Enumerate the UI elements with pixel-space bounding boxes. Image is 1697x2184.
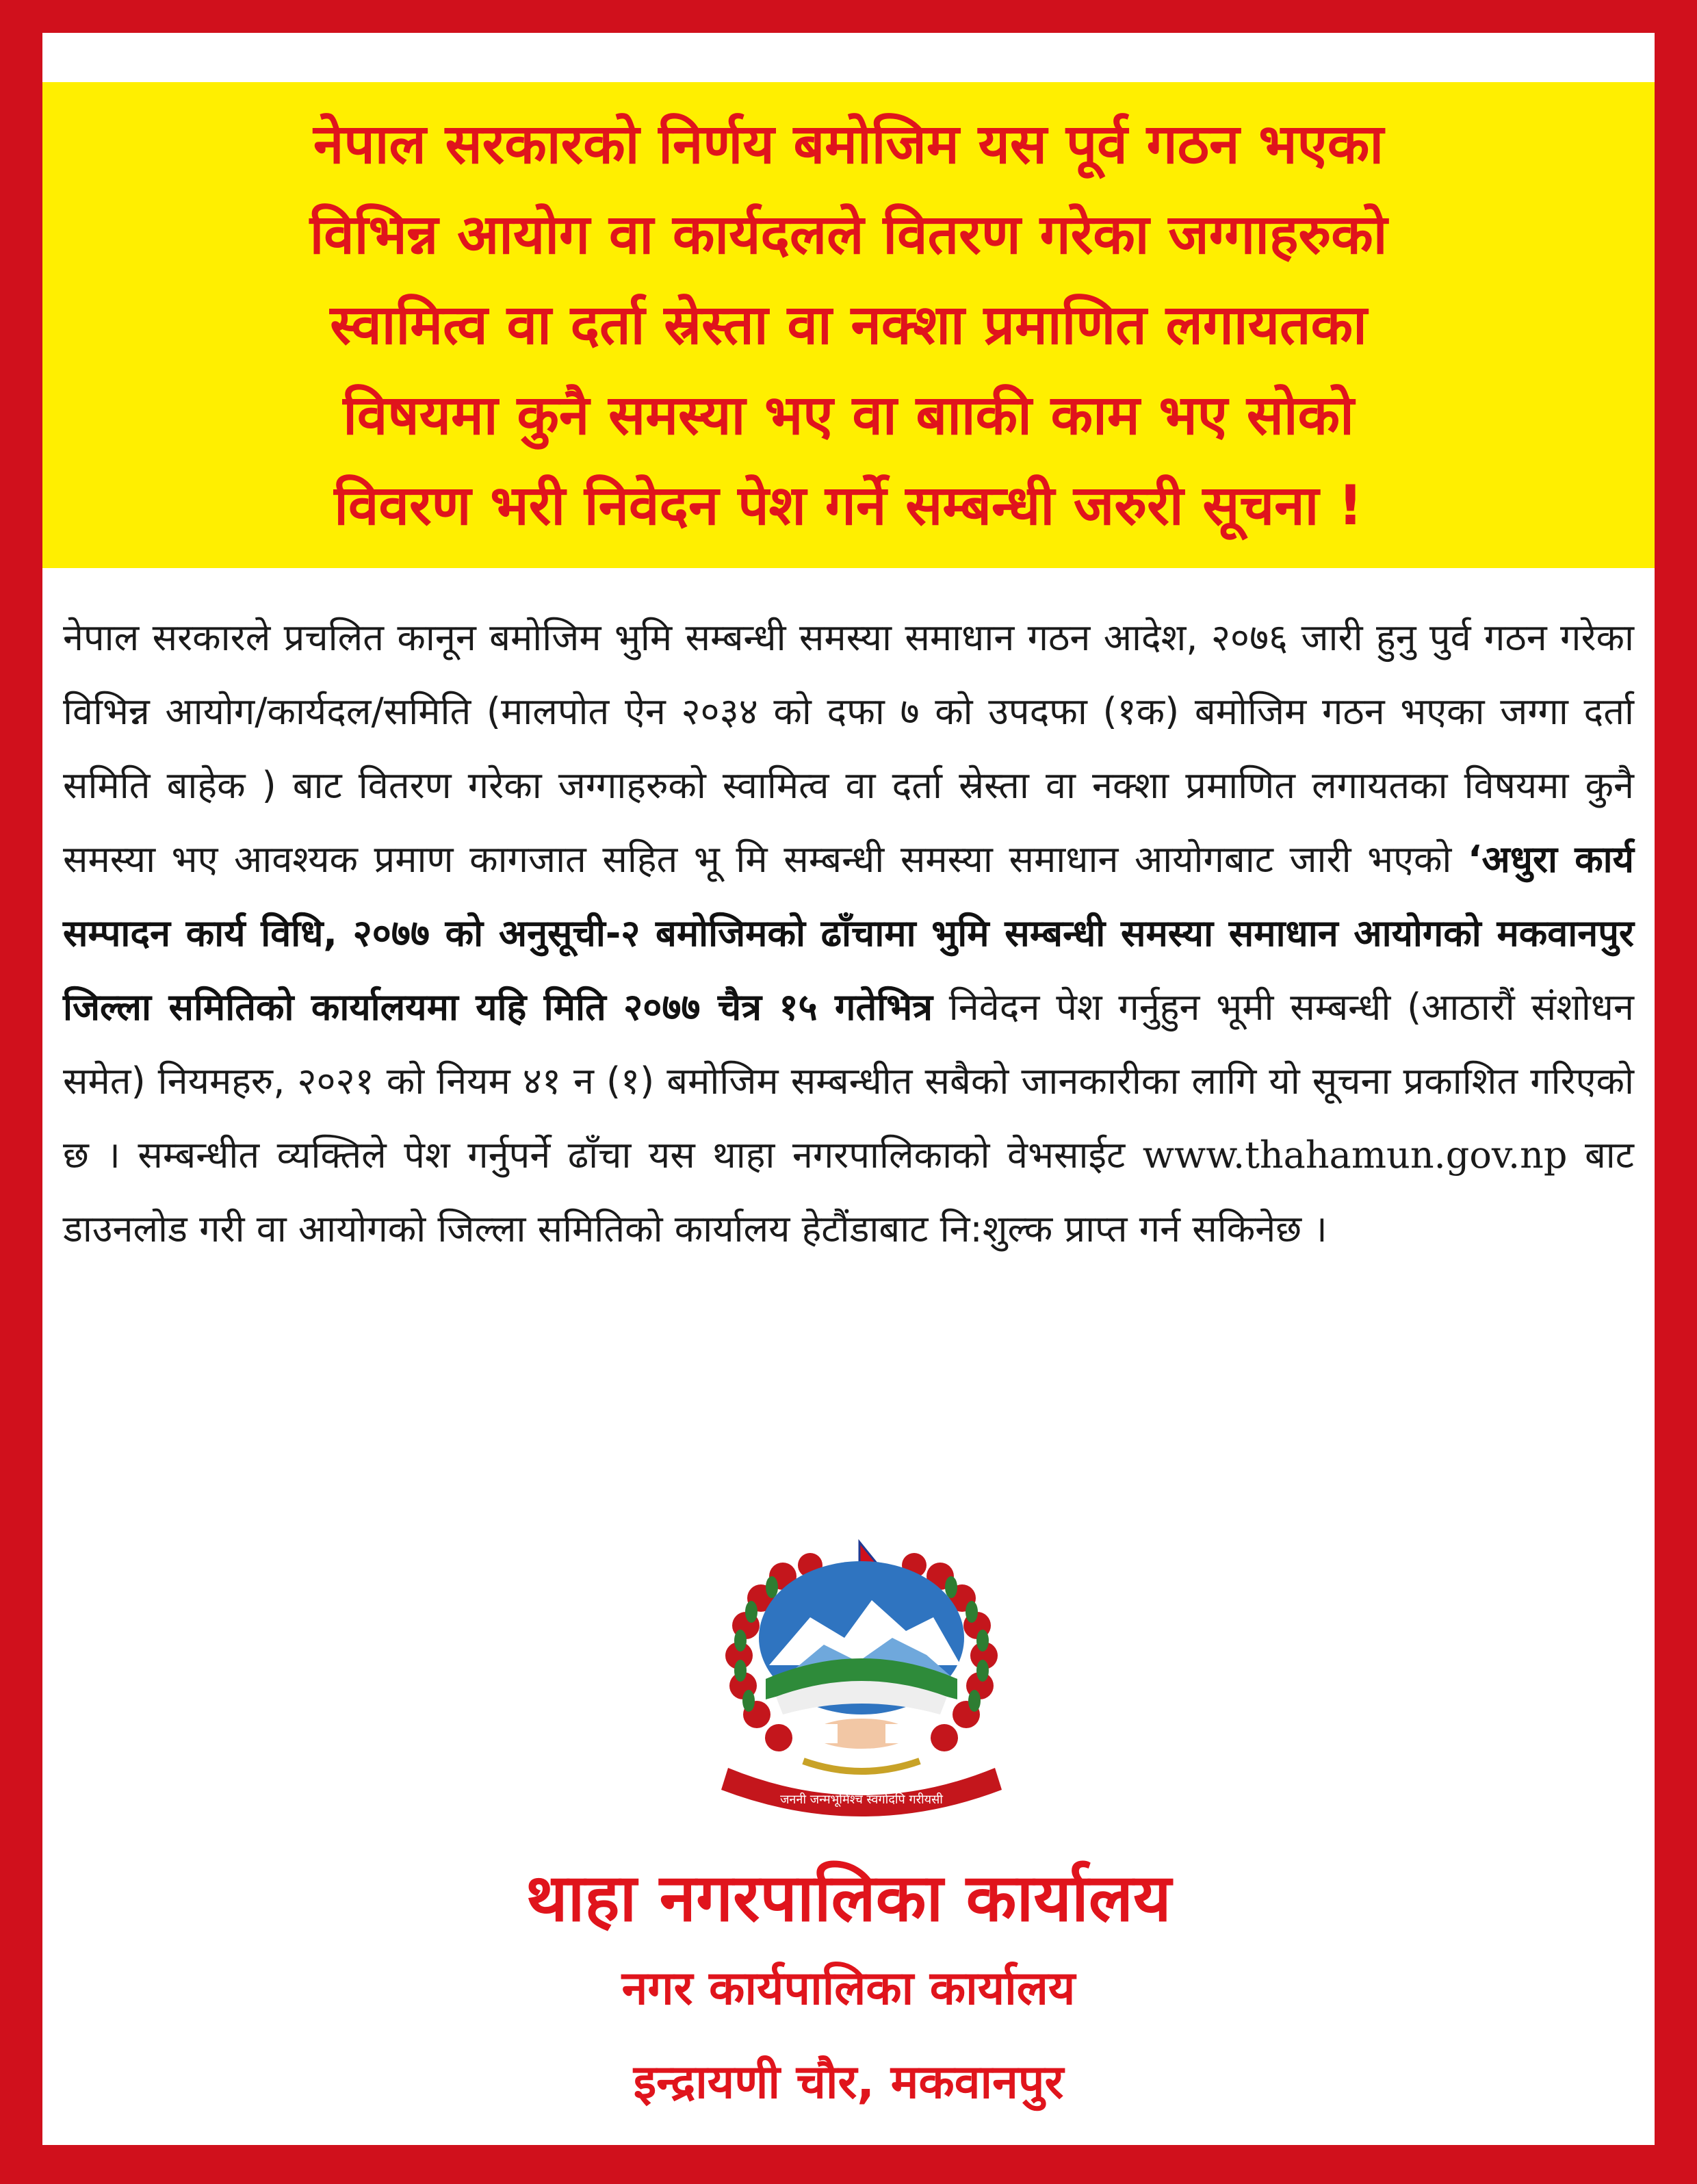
headline-banner xyxy=(42,82,1655,568)
website-link[interactable]: www.thahamun.gov.np xyxy=(1142,1133,1568,1177)
office-address: इन्द्रायणी चौर, मकवानपुर xyxy=(633,2055,1064,2109)
notice-text: बाट डाउनलोड गरी वा आयोगको जिल्ला समितिको कार्यालय हेटौंडाबाट नि:शुल्क प्राप्त गर्न सकिनेछ । xyxy=(63,1133,1635,1250)
executive-office-name: नगर कार्यपालिका कार्यालय xyxy=(621,1962,1076,2016)
headline-line: विवरण भरी निवेदन पेश गर्ने सम्बन्धी जरुरी सूचना ! xyxy=(334,474,1363,537)
headline-line: विषयमा कुनै समस्या भए वा बााकी काम भए सोको xyxy=(343,383,1354,447)
office-name: थाहा नगरपालिका कार्यालय xyxy=(526,1860,1171,1936)
headline-line: नेपाल सरकारको निर्णय बमोजिम यस पूर्व गठन भएका xyxy=(313,112,1384,176)
nepal-emblem-icon xyxy=(701,1535,1022,1823)
headline-line: स्वामित्व वा दर्ता स्रेस्ता वा नक्शा प्रमाणित लगायतका xyxy=(330,293,1367,357)
notice-body xyxy=(63,601,1634,1266)
notice-sheet xyxy=(42,33,1655,2145)
notice-text: निवेदन पेश गर्नुहुन भूमी सम्बन्धी (आठारौं संशोधन समेत) नियमहरु, २०२१ को नियम ४१ न (१) बमोजिम सम्बन्धीत सबैको जानकारीका लागि यो सूचना प्रकाशित गरिएको छ । सम्बन्धीत व्यक्तिले पेश गर्नुपर्ने ढाँचा यस थाहा नगरपालिकाको वेभसाईट xyxy=(63,986,1634,1177)
headline-line: विभिन्न आयोग वा कार्यदलले वितरण गरेका जग्गाहरुको xyxy=(309,203,1388,266)
notice-deadline-text: ‘अधुरा कार्य सम्पादन कार्य विधि, २०७७ को अनुसूची-२ बमोजिमको ढाँचामा भुमि सम्बन्धी समस्या समाधान आयोगको मकवानपुर जिल्ला समितिको कार्यालयमा यहि मिति २०७७ चैत्र १५ गतेभित्र xyxy=(63,838,1634,1029)
emblem-motto: जननी जन्मभूमिश्च स्वर्गादपि गरीयसी xyxy=(780,1793,943,1807)
notice-text: नेपाल सरकारले प्रचलित कानून बमोजिम भुमि सम्बन्धी समस्या समाधान गठन आदेश, २०७६ जारी हुनु पुर्व गठन गरेका विभिन्न आयोग/कार्यदल/समिति (मालपोत ऐन २०३४ को दफा ७ को उपदफा (१क) बमोजिम गठन भएका जग्गा दर्ता समिति बाहेक ) बाट वितरण गरेका जग्गाहरुको स्वामित्व वा दर्ता स्रेस्ता वा नक्शा प्रमाणित लगायतका विषयमा कुनै समस्या भए आवश्यक प्रमाण कागजात सहित भू मि सम्बन्धी समस्या समाधान आयोगबाट जारी भएको xyxy=(63,616,1634,881)
